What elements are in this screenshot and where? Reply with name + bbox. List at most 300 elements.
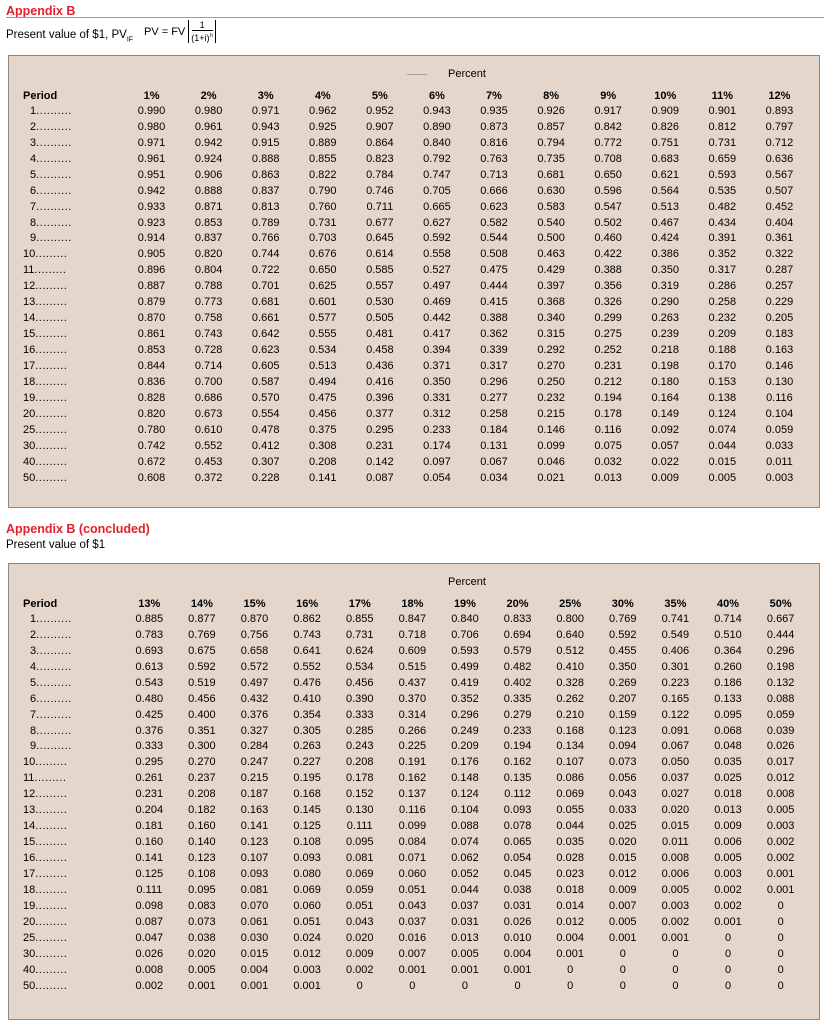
pv-value-cell: 0.567 xyxy=(765,168,794,181)
pv-value-cell: 0.001 xyxy=(766,867,795,880)
pv-value-cell: 0.188 xyxy=(708,344,737,357)
leader-dots: .......... xyxy=(36,136,72,149)
period-number: 20 xyxy=(23,915,36,928)
period-cell xyxy=(23,183,123,199)
pv-value-cell: 0.552 xyxy=(293,660,321,673)
pv-value-cell: 0.335 xyxy=(503,692,532,705)
table-row xyxy=(23,611,807,627)
pv-value-cell: 0.434 xyxy=(708,216,737,229)
pv-value-cell: 0.225 xyxy=(398,740,427,753)
table-row xyxy=(23,135,808,151)
pv-value-cell: 0.437 xyxy=(398,676,427,689)
pv-value-cell: 0.914 xyxy=(137,232,166,245)
pv-value-cell: 0.001 xyxy=(398,963,427,976)
pv-value-cell: 0.037 xyxy=(661,772,690,785)
pv-value-cell: 0.012 xyxy=(766,772,795,785)
pv-value-cell: 0.390 xyxy=(345,692,374,705)
pv-value-cell: 0.145 xyxy=(293,804,321,817)
pv-value-cell: 0.933 xyxy=(137,200,166,213)
pv-value-cell: 0.002 xyxy=(714,883,742,896)
pv-value-cell: 0.613 xyxy=(135,660,164,673)
period-cell xyxy=(23,946,123,962)
pv-value-cell: 0.863 xyxy=(251,168,280,181)
table-row xyxy=(23,199,808,215)
pv-value-cell: 0.623 xyxy=(251,344,280,357)
pv-value-cell: 0.046 xyxy=(537,455,565,468)
table-row xyxy=(23,786,807,802)
pv-value-cell: 0.614 xyxy=(366,248,394,261)
table-row xyxy=(23,739,807,755)
table-row xyxy=(23,898,807,914)
pv-value-cell: 0.067 xyxy=(661,740,690,753)
pv-value-cell: 0.015 xyxy=(708,455,737,468)
pv-value-cell: 0.296 xyxy=(480,375,508,388)
pv-value-cell: 0.015 xyxy=(240,947,269,960)
pv-value-cell: 0.731 xyxy=(309,216,337,229)
pv-value-cell: 0.010 xyxy=(503,931,532,944)
pv-value-cell: 0.804 xyxy=(194,264,223,277)
pv-value-cell: 0.693 xyxy=(135,644,164,657)
pv-value-cell: 0.351 xyxy=(188,724,216,737)
pv-value-cell: 0.205 xyxy=(765,312,794,325)
pv-value-cell: 0.718 xyxy=(398,628,427,641)
rate-header: 20% xyxy=(506,597,529,610)
pv-value-cell: 0.070 xyxy=(240,899,269,912)
period-cell xyxy=(23,358,123,374)
pv-value-cell: 0.279 xyxy=(503,708,532,721)
pv-value-cell: 0.033 xyxy=(609,804,637,817)
period-number: 25 xyxy=(23,423,36,436)
period-number: 16 xyxy=(23,344,36,357)
pv-value-cell: 0.074 xyxy=(451,836,479,849)
pv-value-cell: 0.170 xyxy=(708,359,737,372)
pv-value-cell: 0.456 xyxy=(309,407,337,420)
pv-value-cell: 0.232 xyxy=(537,391,565,404)
pv-value-cell: 0.677 xyxy=(366,216,394,229)
leader-dots: .......... xyxy=(36,168,72,181)
pv-value-cell: 0.547 xyxy=(594,200,622,213)
pv-value-cell: 0.870 xyxy=(137,312,166,325)
period-cell xyxy=(23,770,123,786)
pv-value-cell: 0.022 xyxy=(651,455,679,468)
table-row xyxy=(23,151,808,167)
pv-value-cell: 0.163 xyxy=(765,344,794,357)
table-row xyxy=(23,659,807,675)
pv-value-cell: 0.001 xyxy=(661,931,690,944)
pv-value-cell: 0.402 xyxy=(503,676,532,689)
pv-value-cell: 0.055 xyxy=(556,804,584,817)
period-cell xyxy=(23,739,123,755)
period-cell xyxy=(23,627,123,643)
pv-value-cell: 0.116 xyxy=(766,391,793,404)
pv-value-cell: 0.605 xyxy=(251,359,280,372)
pv-value-cell: 0.497 xyxy=(240,676,269,689)
pv-value-cell: 0.404 xyxy=(765,216,794,229)
pv-value-cell: 0 xyxy=(409,979,416,992)
formula-denominator xyxy=(191,31,213,43)
pv-value-cell: 0.722 xyxy=(251,264,280,277)
table-row xyxy=(23,946,807,962)
pv-value-cell: 0.788 xyxy=(194,280,223,293)
pv-value-cell: 0.025 xyxy=(609,820,637,833)
period-number: 8 xyxy=(30,724,37,737)
pv-value-cell: 0.673 xyxy=(194,407,223,420)
pv-value-cell: 0.769 xyxy=(609,612,637,625)
pv-value-cell: 0.122 xyxy=(661,708,690,721)
pv-value-cell: 0.322 xyxy=(765,248,794,261)
leader-dots: ......... xyxy=(35,931,68,944)
rate-header: 12% xyxy=(768,89,791,102)
pv-value-cell: 0.016 xyxy=(398,931,427,944)
pv-value-cell: 0.160 xyxy=(188,820,216,833)
table-row xyxy=(23,643,807,659)
table-row xyxy=(23,215,808,231)
pv-value-cell: 0.610 xyxy=(194,423,223,436)
pv-value-cell: 0.350 xyxy=(609,660,637,673)
leader-dots: ......... xyxy=(35,979,68,992)
pv-value-cell: 0 xyxy=(619,979,626,992)
period-cell xyxy=(23,930,123,946)
pv-value-cell: 0.467 xyxy=(651,216,679,229)
leader-dots: ......... xyxy=(35,312,68,325)
pv-value-cell: 0.780 xyxy=(137,423,166,436)
pv-value-cell: 0.593 xyxy=(708,168,737,181)
pv-value-cell: 0.641 xyxy=(293,644,321,657)
pv-value-cell: 0.712 xyxy=(765,136,794,149)
pv-value-cell: 0.204 xyxy=(135,804,164,817)
percent-frame-line xyxy=(407,74,427,75)
leader-dots: ......... xyxy=(35,344,68,357)
pv-value-cell: 0.410 xyxy=(293,692,321,705)
pv-value-cell: 0.519 xyxy=(188,676,216,689)
rate-header: 15% xyxy=(243,597,266,610)
pv-value-cell: 0.328 xyxy=(556,676,584,689)
table-row xyxy=(23,802,807,818)
subtitle-text: Present value of $1, PV xyxy=(6,29,127,41)
pv-value-cell: 0.005 xyxy=(451,947,479,960)
period-cell xyxy=(23,691,123,707)
pv-value-cell: 0.215 xyxy=(240,772,269,785)
pv-value-cell: 0.002 xyxy=(766,852,795,865)
leader-dots: ......... xyxy=(34,772,67,785)
pv-value-cell: 0.198 xyxy=(651,359,679,372)
pv-value-cell: 0.700 xyxy=(194,375,223,388)
pv-value-cell: 0.583 xyxy=(537,200,565,213)
table-row xyxy=(23,675,807,691)
pv-value-cell: 0.554 xyxy=(251,407,280,420)
period-number: 50 xyxy=(23,979,36,992)
pv-value-cell: 0.023 xyxy=(556,867,584,880)
table-row xyxy=(23,406,808,422)
pv-value-cell: 0.703 xyxy=(309,232,337,245)
period-number: 7 xyxy=(30,708,37,721)
pv-value-cell: 0.570 xyxy=(251,391,280,404)
leader-dots: ......... xyxy=(34,264,67,277)
table-row xyxy=(23,914,807,930)
pv-value-cell: 0.116 xyxy=(398,804,426,817)
pv-value-cell: 0.861 xyxy=(137,328,166,341)
pv-value-cell: 0.766 xyxy=(251,232,280,245)
pv-value-cell: 0.482 xyxy=(503,660,532,673)
pv-value-cell: 0.005 xyxy=(609,915,637,928)
pv-value-cell: 0.926 xyxy=(537,104,565,117)
pv-value-cell: 0.218 xyxy=(651,344,679,357)
pv-value-cell: 0.002 xyxy=(714,899,742,912)
pv-value-cell: 0.665 xyxy=(423,200,451,213)
pv-value-cell: 0.370 xyxy=(398,692,427,705)
pv-value-cell: 0.257 xyxy=(765,280,794,293)
pv-value-cell: 0.582 xyxy=(480,216,508,229)
pv-value-cell: 0.168 xyxy=(293,788,321,801)
pv-value-cell: 0.887 xyxy=(137,280,166,293)
leader-dots: .......... xyxy=(36,200,72,213)
pv-value-cell: 0.004 xyxy=(503,947,532,960)
pv-value-cell: 0.133 xyxy=(714,692,742,705)
pv-value-cell: 0.233 xyxy=(503,724,532,737)
period-number: 12 xyxy=(23,280,36,293)
pv-value-cell: 0.160 xyxy=(135,836,164,849)
pv-value-cell: 0.844 xyxy=(137,359,166,372)
pv-value-cell: 0.099 xyxy=(537,439,565,452)
period-cell xyxy=(23,374,123,390)
pv-value-cell: 0.263 xyxy=(651,312,679,325)
leader-dots: .......... xyxy=(36,628,72,641)
pv-value-cell: 0.714 xyxy=(714,612,742,625)
pv-value-cell: 0.163 xyxy=(240,804,269,817)
pv-value-cell: 0 xyxy=(514,979,521,992)
pv-value-cell: 0.266 xyxy=(398,724,427,737)
pv-value-cell: 0 xyxy=(777,931,784,944)
pv-value-cell: 0 xyxy=(777,899,784,912)
pv-value-cell: 0.005 xyxy=(766,804,795,817)
pv-value-cell: 0.249 xyxy=(451,724,479,737)
table-row xyxy=(23,454,808,470)
table-row xyxy=(23,770,807,786)
period-cell xyxy=(23,786,123,802)
period-number: 18 xyxy=(23,375,36,388)
period-cell xyxy=(23,215,123,231)
pv-value-cell: 0.833 xyxy=(503,612,532,625)
rate-header: 1% xyxy=(143,89,160,102)
pv-value-cell: 0.925 xyxy=(309,120,337,133)
pv-value-cell: 0.681 xyxy=(251,296,280,309)
pv-value-cell: 0.178 xyxy=(594,407,622,420)
pv-value-cell: 0.642 xyxy=(251,328,280,341)
pv-value-cell: 0.711 xyxy=(366,200,394,213)
pv-value-cell: 0.015 xyxy=(609,852,637,865)
pv-value-cell: 0.436 xyxy=(366,359,394,372)
pv-value-cell: 0.579 xyxy=(503,644,532,657)
pv-value-cell: 0.735 xyxy=(537,152,565,165)
period-cell xyxy=(23,659,123,675)
pv-value-cell: 0.014 xyxy=(556,899,584,912)
pv-value-cell: 0.585 xyxy=(366,264,394,277)
pv-value-cell: 0.020 xyxy=(188,947,216,960)
table-row xyxy=(23,374,808,390)
pv-value-cell: 0.026 xyxy=(503,915,532,928)
leader-dots: ......... xyxy=(35,407,68,420)
pv-value-cell: 0.043 xyxy=(345,915,374,928)
pv-value-cell: 0.317 xyxy=(708,264,737,277)
table-row xyxy=(23,310,808,326)
pv-value-cell: 0.376 xyxy=(135,724,164,737)
period-cell xyxy=(23,246,123,262)
formula-lhs: PV = FV xyxy=(144,25,186,38)
period-number: 17 xyxy=(23,359,36,372)
period-cell xyxy=(23,882,123,898)
pv-value-cell: 0.743 xyxy=(293,628,321,641)
pv-value-cell: 0.455 xyxy=(609,644,637,657)
pv-value-cell: 0.862 xyxy=(293,612,321,625)
table-row xyxy=(23,278,808,294)
pv-value-cell: 0.045 xyxy=(503,867,532,880)
rate-header: 16% xyxy=(296,597,319,610)
pv-value-cell: 0.478 xyxy=(251,423,280,436)
pv-value-cell: 0.003 xyxy=(766,820,795,833)
period-cell xyxy=(23,406,123,422)
pv-value-cell: 0.475 xyxy=(480,264,508,277)
pv-value-cell: 0 xyxy=(724,947,732,960)
pv-value-cell: 0.137 xyxy=(398,788,427,801)
pv-value-cell: 0.361 xyxy=(765,232,794,245)
pv-value-cell: 0.593 xyxy=(451,644,479,657)
period-number: 40 xyxy=(23,455,36,468)
pv-value-cell: 0.731 xyxy=(708,136,737,149)
pv-value-cell: 0.212 xyxy=(594,375,622,388)
pv-value-cell: 0.879 xyxy=(137,296,166,309)
pv-value-cell: 0.352 xyxy=(708,248,737,261)
pv-value-cell: 0.482 xyxy=(708,200,737,213)
pv-value-cell: 0.842 xyxy=(594,120,622,133)
leader-dots: ......... xyxy=(35,899,68,912)
leader-dots: ......... xyxy=(35,915,68,928)
pv-value-cell: 0.088 xyxy=(451,820,479,833)
period-cell xyxy=(23,438,123,454)
pv-value-cell: 0.350 xyxy=(651,264,679,277)
pv-value-cell: 0.942 xyxy=(194,136,223,149)
pv-value-cell: 0.961 xyxy=(194,120,223,133)
pv-value-cell: 0.540 xyxy=(537,216,565,229)
pv-value-cell: 0.507 xyxy=(765,184,794,197)
rate-header: 8% xyxy=(543,89,560,102)
period-cell xyxy=(23,422,123,438)
rate-header: 30% xyxy=(611,597,634,610)
table-row xyxy=(23,930,807,946)
pv-value-cell: 0.059 xyxy=(345,883,374,896)
pv-value-cell: 0.564 xyxy=(651,184,679,197)
period-number: 4 xyxy=(30,152,37,165)
pv-value-cell: 0.059 xyxy=(765,423,794,436)
pv-value-cell: 0.706 xyxy=(451,628,479,641)
pv-value-cell: 0.208 xyxy=(345,756,374,769)
pv-value-cell: 0 xyxy=(672,979,679,992)
pv-value-cell: 0.165 xyxy=(661,692,690,705)
period-number: 40 xyxy=(23,963,36,976)
pv-value-cell: 0.935 xyxy=(480,104,508,117)
leader-dots: .......... xyxy=(36,104,72,117)
pv-value-cell: 0.823 xyxy=(366,152,394,165)
pv-value-cell: 0.094 xyxy=(609,740,637,753)
pv-value-cell: 0.068 xyxy=(714,724,742,737)
pv-value-cell: 0.797 xyxy=(765,120,794,133)
pv-value-cell: 0.003 xyxy=(714,867,742,880)
pv-value-cell: 0.394 xyxy=(423,344,451,357)
pv-value-cell: 0.032 xyxy=(594,455,622,468)
period-cell xyxy=(23,707,123,723)
pv-value-cell: 0 xyxy=(672,947,679,960)
period-cell xyxy=(23,310,123,326)
pv-value-cell: 0.296 xyxy=(766,644,795,657)
pv-value-cell: 0.658 xyxy=(240,644,269,657)
period-cell xyxy=(23,866,123,882)
period-number: 30 xyxy=(23,439,36,452)
pv-value-cell: 0.295 xyxy=(366,423,394,436)
pv-value-cell: 0.544 xyxy=(480,232,508,245)
pv-value-cell: 0.319 xyxy=(651,280,679,293)
pv-value-cell: 0.769 xyxy=(188,628,216,641)
pv-value-cell: 0.116 xyxy=(594,423,622,436)
pv-value-cell: 0.073 xyxy=(188,915,216,928)
pv-value-cell: 0.870 xyxy=(240,612,269,625)
pv-value-cell: 0 xyxy=(356,979,363,992)
pv-value-cell: 0.027 xyxy=(661,788,690,801)
pv-value-cell: 0.299 xyxy=(594,312,622,325)
pv-value-cell: 0.069 xyxy=(345,867,374,880)
pv-value-cell: 0.060 xyxy=(293,899,321,912)
pv-value-cell: 0.269 xyxy=(609,676,637,689)
pv-value-cell: 0.444 xyxy=(480,280,508,293)
pv-value-cell: 0.794 xyxy=(537,136,565,149)
pv-value-cell: 0.037 xyxy=(398,915,427,928)
pv-value-cell: 0.951 xyxy=(137,168,166,181)
pv-value-cell: 0.009 xyxy=(714,820,742,833)
pv-value-cell: 0.513 xyxy=(651,200,679,213)
pv-value-cell: 0.123 xyxy=(188,852,216,865)
pv-value-cell: 0.481 xyxy=(366,328,394,341)
pv-value-cell: 0.587 xyxy=(251,375,280,388)
leader-dots: ......... xyxy=(35,820,68,833)
pv-value-cell: 0.396 xyxy=(366,391,394,404)
rate-header: 2% xyxy=(200,89,217,102)
pv-value-cell: 0.020 xyxy=(345,931,374,944)
pv-value-cell: 0.971 xyxy=(251,104,280,117)
pv-value-cell: 0.885 xyxy=(135,612,164,625)
pv-value-cell: 0.961 xyxy=(137,152,166,165)
pv-value-cell: 0.183 xyxy=(765,328,794,341)
pv-value-cell: 0.772 xyxy=(594,136,622,149)
leader-dots: ......... xyxy=(35,883,68,896)
pv-value-cell: 0.915 xyxy=(251,136,280,149)
pv-value-cell: 0.855 xyxy=(309,152,337,165)
pv-table-panel-1 xyxy=(8,55,820,508)
pv-value-cell: 0.790 xyxy=(309,184,337,197)
pv-value-cell: 0.054 xyxy=(503,852,532,865)
pv-value-cell: 0.424 xyxy=(651,232,679,245)
pv-value-cell: 0.307 xyxy=(251,455,280,468)
pv-value-cell: 0.060 xyxy=(398,867,427,880)
pv-value-cell: 0.675 xyxy=(188,644,216,657)
pv-value-cell: 0.577 xyxy=(309,312,337,325)
period-number: 12 xyxy=(23,788,36,801)
pv-value-cell: 0.012 xyxy=(609,867,637,880)
formula-fraction xyxy=(188,20,216,43)
pv-value-cell: 0 xyxy=(619,947,626,960)
pv-value-cell: 0.162 xyxy=(398,772,427,785)
pv-value-cell: 0.005 xyxy=(708,471,737,484)
pv-value-cell: 0.645 xyxy=(366,232,394,245)
pv-value-cell: 0.889 xyxy=(309,136,337,149)
period-cell xyxy=(23,675,123,691)
